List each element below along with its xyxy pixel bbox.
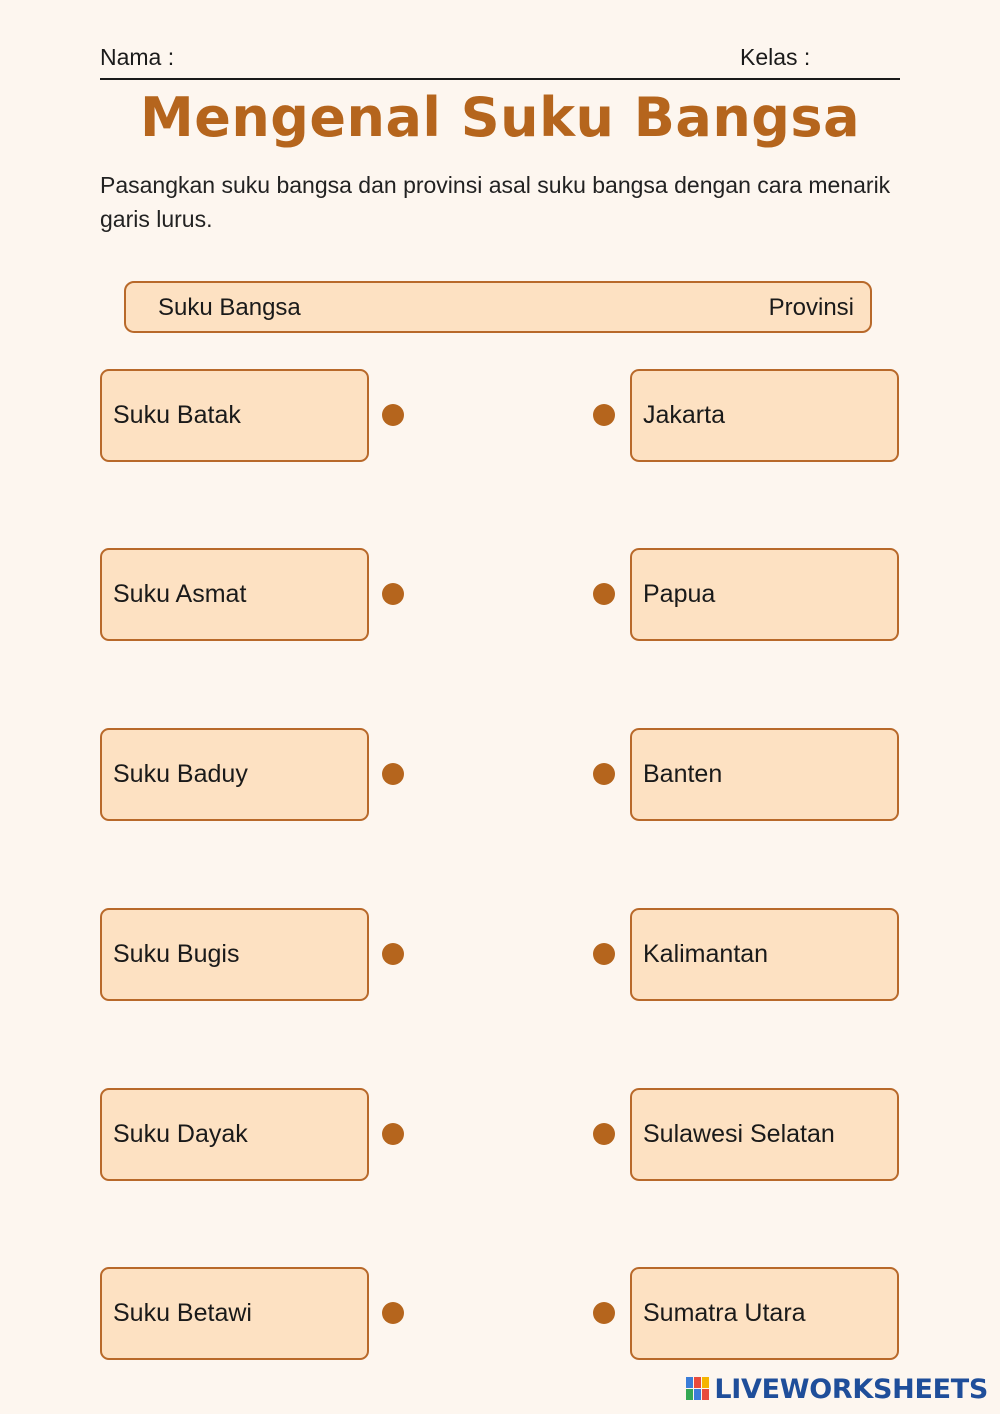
province-connector-dot[interactable] — [593, 1123, 615, 1145]
column-header-province: Provinsi — [768, 294, 854, 321]
tribe-box — [100, 1267, 369, 1360]
province-connector-dot[interactable] — [593, 583, 615, 605]
province-label: Kalimantan — [643, 940, 769, 968]
tribe-connector-dot[interactable] — [382, 763, 404, 785]
column-header-tribe: Suku Bangsa — [158, 294, 301, 321]
match-row — [0, 908, 1000, 1001]
name-label: Nama : — [100, 44, 175, 70]
province-label: Sumatra Utara — [643, 1299, 806, 1327]
tribe-connector-dot[interactable] — [382, 404, 404, 426]
province-box — [630, 1267, 899, 1360]
province-box — [630, 908, 899, 1001]
tribe-box — [100, 548, 369, 641]
tribe-label: Suku Betawi — [113, 1299, 252, 1327]
province-box — [630, 1088, 899, 1181]
page-title: Mengenal Suku Bangsa — [139, 86, 861, 149]
tribe-label: Suku Bugis — [113, 940, 240, 968]
match-row — [0, 1088, 1000, 1181]
tribe-label: Suku Asmat — [113, 580, 247, 608]
province-box — [630, 369, 899, 462]
province-box — [630, 728, 899, 821]
tribe-connector-dot[interactable] — [382, 583, 404, 605]
tribe-box — [100, 728, 369, 821]
tribe-label: Suku Batak — [113, 401, 241, 429]
class-label: Kelas : — [740, 44, 811, 70]
province-connector-dot[interactable] — [593, 1302, 615, 1324]
tribe-box — [100, 369, 369, 462]
province-box — [630, 548, 899, 641]
match-row — [0, 369, 1000, 462]
match-row — [0, 548, 1000, 641]
match-row — [0, 1267, 1000, 1360]
liveworksheets-logo-icon — [686, 1377, 710, 1401]
match-row — [0, 728, 1000, 821]
province-connector-dot[interactable] — [593, 404, 615, 426]
liveworksheets-logo-text: LIVEWORKSHEETS — [714, 1373, 988, 1405]
instruction-text: Pasangkan suku bangsa dan provinsi asal suku bangsa dengan cara menarik garis lurus. — [100, 172, 891, 232]
tribe-connector-dot[interactable] — [382, 1302, 404, 1324]
province-label: Banten — [643, 760, 723, 788]
province-label: Sulawesi Selatan — [643, 1120, 835, 1148]
province-label: Papua — [643, 580, 716, 608]
tribe-connector-dot[interactable] — [382, 943, 404, 965]
tribe-box — [100, 1088, 369, 1181]
tribe-box — [100, 908, 369, 1001]
column-header-bar — [124, 281, 872, 333]
province-label: Jakarta — [643, 401, 725, 429]
name-underline — [100, 78, 900, 80]
tribe-label: Suku Baduy — [113, 760, 248, 788]
province-connector-dot[interactable] — [593, 763, 615, 785]
tribe-connector-dot[interactable] — [382, 1123, 404, 1145]
province-connector-dot[interactable] — [593, 943, 615, 965]
liveworksheets-logo — [686, 1374, 988, 1404]
tribe-label: Suku Dayak — [113, 1120, 248, 1148]
student-info-row — [100, 44, 900, 80]
